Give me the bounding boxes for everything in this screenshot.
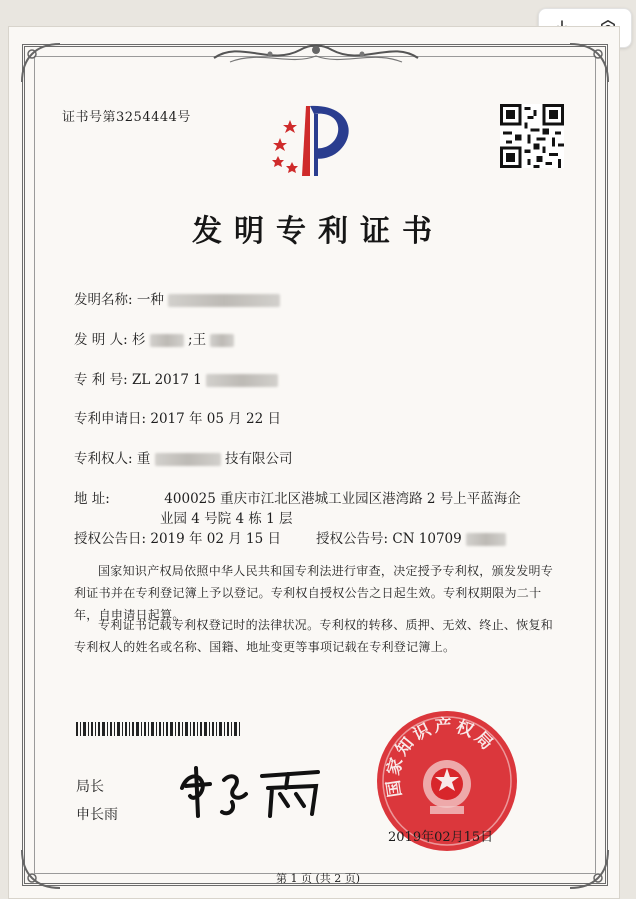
grant-date-label: 授权公告日: [74,531,147,547]
invention-name-value: 一种 [136,292,164,308]
patentee-value-b: 技有限公司 [224,451,293,467]
certificate-title: 发明专利证书 [192,214,444,249]
filing-date-row [74,407,281,427]
grant-date-value: 2019 年 02 月 15 日 [150,531,282,547]
redacted-text [155,453,221,466]
grant-number-label: 授权公告号: [316,531,389,547]
redacted-text [206,374,278,387]
director-signature [176,758,326,822]
filing-date-value: 2017 年 05 月 22 日 [150,411,282,427]
seal-date: 2019年02月15日 [388,830,494,845]
address-label: 地 址: [74,491,110,507]
address-row [74,487,521,507]
grant-number-row [316,527,506,547]
grant-date-row [74,527,281,547]
redacted-text [168,294,280,307]
invention-name-label: 发明名称: [74,292,133,308]
grant-statement: 国家知识产权局依照中华人民共和国专利法进行审查，决定授予专利权，颁发发明专利证书并在专利登记簿上予以登记。专利权自授权公告之日起生效。专利权期限为二十年，自申请日起算。 [74,564,554,622]
invention-name-row [74,288,280,308]
inventor-value-a: 杉 [131,332,146,348]
redacted-text [150,334,184,347]
inventor-row [74,328,234,348]
address-line-2: 业园 4 号院 4 栋 1 层 [160,511,293,527]
inventor-label: 发 明 人: [74,332,128,348]
redacted-text [210,334,234,347]
patent-number-label: 专 利 号: [74,372,128,388]
address-row-2 [160,507,293,527]
cnipa-logo-icon [262,98,366,180]
corner-ornament [566,42,610,86]
patentee-row [74,447,292,467]
patentee-value-a: 重 [136,451,151,467]
address-line-1: 400025 重庆市江北区港城工业园区港湾路 2 号上平蓝海企 [164,491,521,507]
director-title: 局长 [76,779,104,795]
filing-date-label: 专利申请日: [74,411,147,427]
patent-number-row [74,368,278,388]
grant-number-value: CN 10709 [392,531,462,547]
patent-number-value: ZL 2017 1 [131,372,202,388]
patentee-label: 专利权人: [74,451,133,467]
qr-code [500,104,564,168]
top-ornament [210,36,422,70]
inventor-value-b: ;王 [188,332,207,348]
certificate-number: 证书号第3254444号 [62,110,191,125]
barcode [76,722,240,736]
corner-ornament [20,42,64,86]
redacted-text [466,533,506,546]
director-name: 申长雨 [76,807,118,823]
page-number: 第 1 页 (共 2 页) [275,872,361,885]
legal-status-statement: 专利证书记载专利权登记时的法律状况。专利权的转移、质押、无效、终止、恢复和专利权人的姓名或名称、国籍、地址变更等事项记载在专利登记簿上。 [74,618,554,654]
seal-text: 国家知识产权局 [383,715,499,799]
